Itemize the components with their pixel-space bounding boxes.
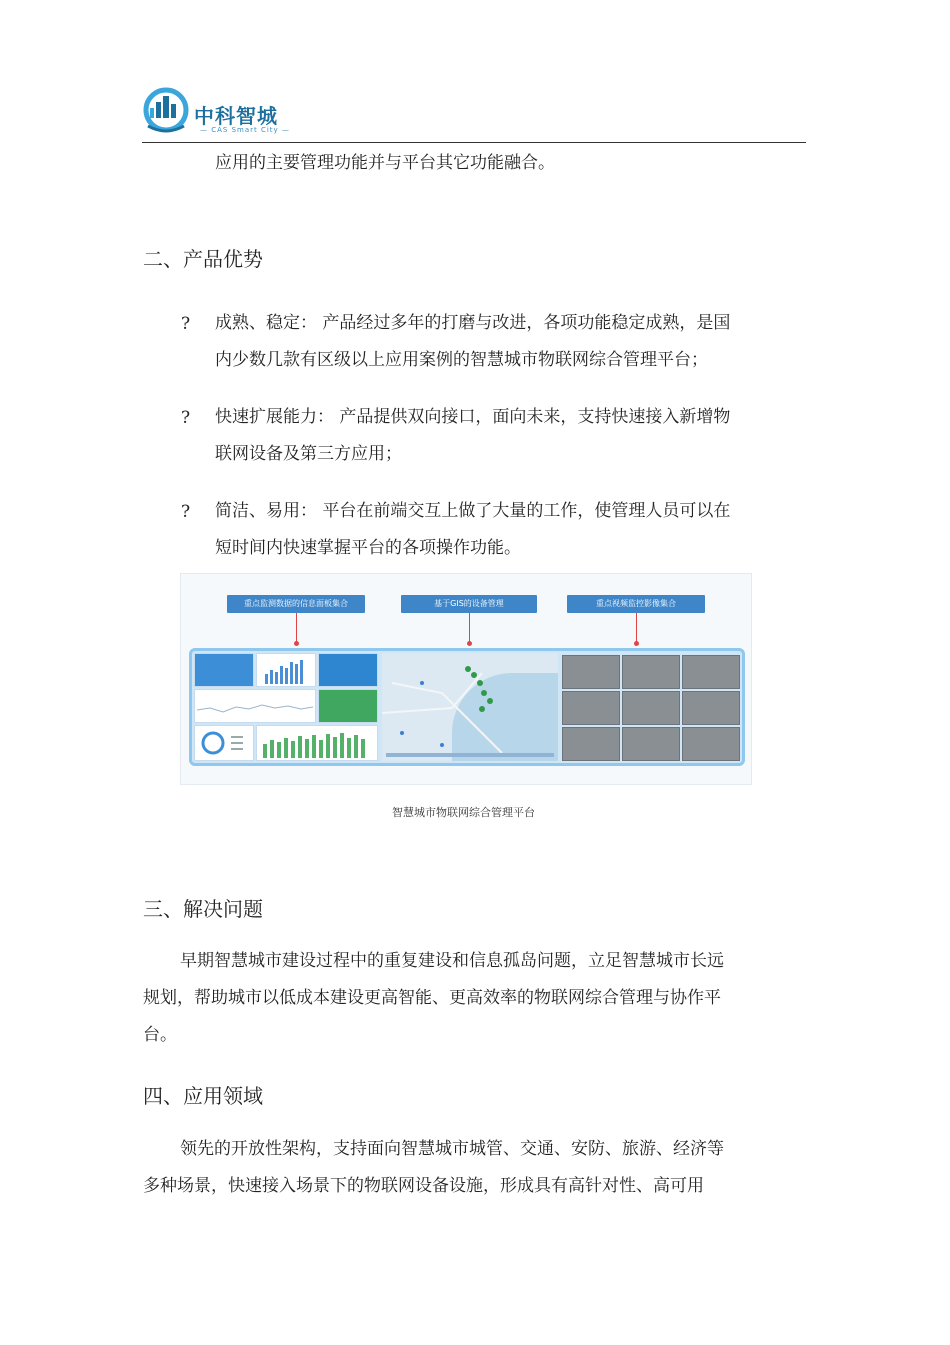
camera-feed-thumbnail — [562, 691, 620, 725]
logo-text-cn: 中科智城 — [194, 104, 278, 128]
connector-dot — [467, 641, 472, 646]
gis-map-view — [382, 653, 558, 761]
dashboard-panel — [194, 653, 254, 687]
dashboard-gauge-panel — [194, 725, 254, 761]
advantage-item-line: 成熟、稳定： 产品经过多年的打磨与改进，各项功能稳定成熟，是国 — [215, 313, 731, 333]
connector-line — [296, 613, 297, 643]
dashboard-line-panel — [194, 689, 316, 723]
problems-paragraph-line: 规划，帮助城市以低成本建设更高智能、更高效率的物联网综合管理与协作平 — [143, 988, 721, 1008]
camera-feed-thumbnail — [562, 655, 620, 689]
connector-dot — [634, 641, 639, 646]
camera-feed-thumbnail — [682, 691, 740, 725]
camera-feed-thumbnail — [682, 727, 740, 761]
bullet-marker: ? — [181, 408, 191, 428]
section-heading-advantages: 二、产品优势 — [143, 247, 263, 271]
company-logo — [142, 86, 290, 142]
logo-text-en: — CAS Smart City — — [200, 126, 290, 134]
applications-paragraph-line: 领先的开放性架构，支持面向智慧城市城管、交通、安防、旅游、经济等 — [180, 1139, 724, 1159]
bullet-marker: ? — [181, 502, 191, 522]
intro-paragraph-line: 应用的主要管理功能并与平台其它功能融合。 — [215, 153, 555, 173]
logo-city-icon — [142, 86, 190, 138]
figure-tag-video: 重点视频监控影像集合 — [567, 595, 705, 613]
advantage-item-line: 短时间内快速掌握平台的各项操作功能。 — [215, 538, 521, 558]
dashboard-bar-panel — [256, 653, 316, 687]
figure-tag-gis: 基于GIS的设备管理 — [401, 595, 537, 613]
problems-paragraph-line: 台。 — [143, 1025, 177, 1045]
figure-caption: 智慧城市物联网综合管理平台 — [392, 806, 535, 819]
camera-feed-thumbnail — [622, 727, 680, 761]
platform-screenshot-figure — [180, 573, 752, 785]
camera-feed-thumbnail — [682, 655, 740, 689]
figure-tag-dashboard: 重点监测数据的信息面板集合 — [227, 595, 365, 613]
line-sparkline-icon — [195, 690, 315, 722]
map-markers-icon — [382, 653, 558, 761]
platform-screen-mockup — [189, 648, 745, 766]
problems-paragraph-line: 早期智慧城市建设过程中的重复建设和信息孤岛问题，立足智慧城市长远 — [180, 951, 724, 971]
connector-line — [636, 613, 637, 643]
dashboard-panel — [318, 689, 378, 723]
advantage-item-line: 联网设备及第三方应用； — [215, 444, 402, 464]
advantage-item-line: 简洁、易用： 平台在前端交互上做了大量的工作，使管理人员可以在 — [215, 501, 731, 521]
section-heading-problems: 三、解决问题 — [143, 897, 263, 921]
bullet-marker: ? — [181, 314, 191, 334]
bar-sparkline-icon — [257, 654, 315, 686]
header-divider — [142, 142, 806, 143]
dashboard-panel — [318, 653, 378, 687]
advantage-item-line: 快速扩展能力： 产品提供双向接口，面向未来，支持快速接入新增物 — [215, 407, 731, 427]
camera-feed-thumbnail — [622, 691, 680, 725]
advantage-item-line: 内少数几款有区级以上应用案例的智慧城市物联网综合管理平台； — [215, 350, 708, 370]
gauge-icon — [195, 726, 253, 760]
applications-paragraph-line: 多种场景，快速接入场景下的物联网设备设施，形成具有高针对性、高可用 — [143, 1176, 704, 1196]
camera-feed-thumbnail — [622, 655, 680, 689]
bar-chart-icon — [257, 726, 377, 760]
camera-feed-thumbnail — [562, 727, 620, 761]
section-heading-applications: 四、应用领域 — [143, 1084, 263, 1108]
dashboard-bar-panel — [256, 725, 378, 761]
connector-line — [469, 613, 470, 643]
connector-dot — [294, 641, 299, 646]
